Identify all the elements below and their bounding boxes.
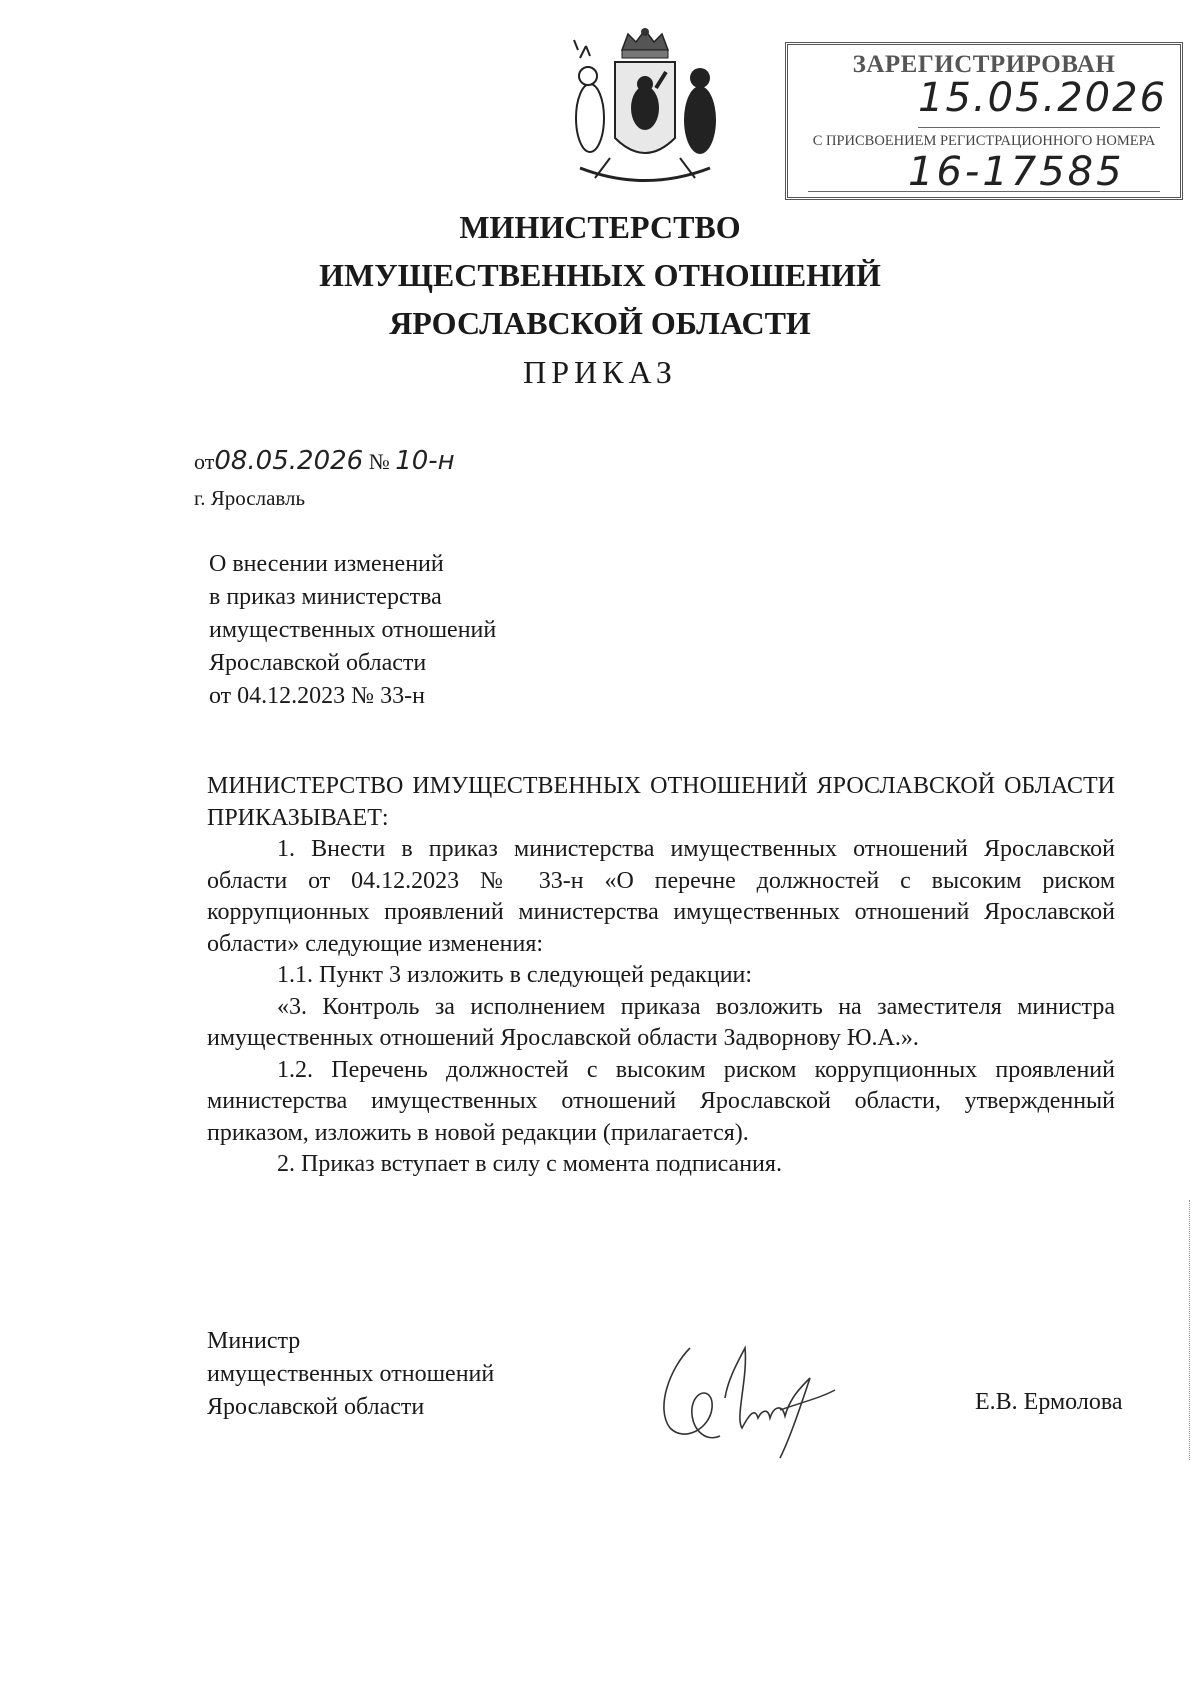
subject-line: имущественных отношений — [209, 617, 497, 643]
order-date: 08.05.2026 — [214, 446, 364, 476]
stamp-divider — [918, 127, 1160, 128]
coat-of-arms-icon — [560, 28, 730, 198]
ministry-header-line: ЯРОСЛАВСКОЙ ОБЛАСТИ — [389, 305, 811, 341]
stamp-divider — [808, 191, 1160, 192]
ministry-header-line: ИМУЩЕСТВЕННЫХ ОТНОШЕНИЙ — [319, 257, 881, 293]
order-body — [207, 771, 1115, 1181]
body-paragraph: 1.1. Пункт 3 изложить в следующей редакции: — [277, 962, 753, 988]
subject-line: О внесении изменений — [209, 551, 444, 577]
ministry-header — [0, 203, 1200, 347]
position-line: Ярославской области — [207, 1394, 425, 1420]
body-paragraph: 1.2. Перечень должностей с высоким риском коррупционных проявлений министерства имущественных отношений Ярославской области, утвержденный приказом, изложить в новой редакции (прилагается). — [207, 1056, 1115, 1146]
subject-line: в приказ министерства — [209, 584, 442, 610]
subject-line: от 04.12.2023 № 33-н — [209, 683, 425, 709]
order-date-number — [194, 446, 455, 476]
registration-stamp — [785, 42, 1183, 200]
scan-margin-marks — [1189, 1200, 1192, 1460]
body-paragraph: 2. Приказ вступает в силу с момента подписания. — [277, 1151, 782, 1177]
stamp-date: 15.05.2026 — [918, 75, 1168, 121]
handwritten-signature — [650, 1318, 850, 1468]
position-line: Министр — [207, 1328, 301, 1354]
order-number: 10-н — [395, 446, 455, 476]
position-line: имущественных отношений — [207, 1361, 495, 1387]
stamp-title: ЗАРЕГИСТРИРОВАН — [852, 51, 1116, 78]
city: г. Ярославль — [194, 486, 306, 510]
order-subject — [209, 548, 496, 713]
body-paragraph: 1. Внести в приказ министерства имущественных отношений Ярославской области от 04.12.2023 № 33-н «О перечне должностей с высоким риском коррупционных проявлений министерства имущественных отношений Ярославской области» следующие изменения: — [207, 836, 1115, 957]
subject-line: Ярославской области — [209, 650, 427, 676]
stamp-subtitle: С ПРИСВОЕНИЕМ РЕГИСТРАЦИОННОГО НОМЕРА — [812, 133, 1156, 149]
stamp-number: 16-17585 — [908, 149, 1125, 195]
body-preamble: МИНИСТЕРСТВО ИМУЩЕСТВЕННЫХ ОТНОШЕНИЙ ЯРОСЛАВСКОЙ ОБЛАСТИ ПРИКАЗЫВАЕТ: — [207, 773, 1115, 831]
document-title: ПРИКАЗ — [523, 354, 677, 390]
from-label: от — [194, 449, 215, 474]
body-paragraph: «3. Контроль за исполнением приказа возложить на заместителя министра имущественных отношений Ярославской области Задворнову Ю.А.». — [207, 993, 1115, 1051]
signer-name: Е.В. Ермолова — [975, 1389, 1123, 1415]
signer-position — [207, 1325, 494, 1424]
ministry-header-line: МИНИСТЕРСТВО — [459, 209, 741, 245]
number-label: № — [368, 449, 390, 474]
